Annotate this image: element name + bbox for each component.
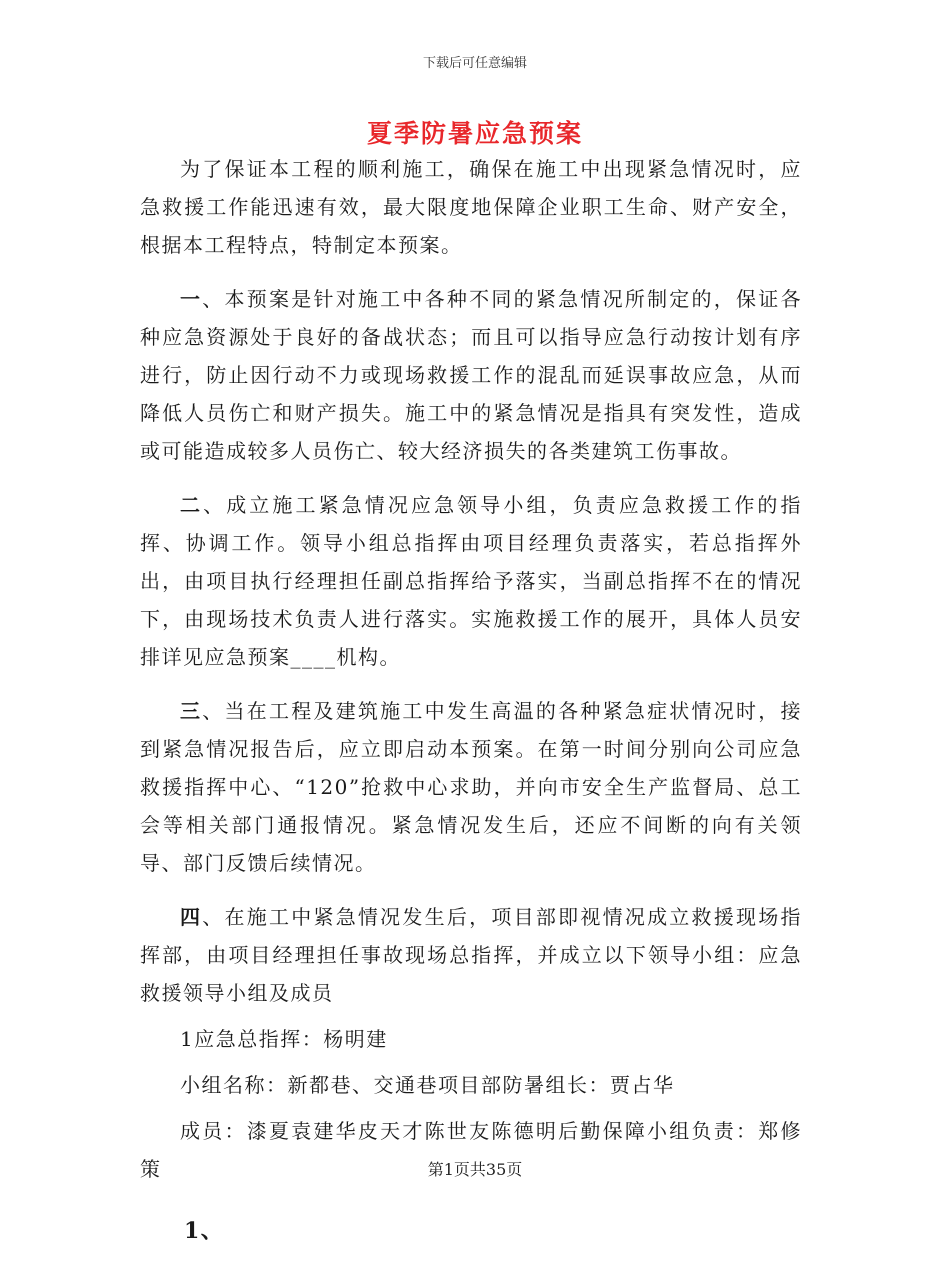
paragraph-text: 、在施工中紧急情况发生后，项目部即视情况成立救援现场指挥部，由项目经理担任事故现场总指挥，并成立以下领导小组：应急救援领导小组及成员: [140, 905, 803, 1005]
section-number: 二: [180, 493, 204, 517]
page-footer: 第1页共35页: [427, 1160, 523, 1179]
section-number: 一: [180, 287, 203, 311]
list-line-members: 成员：漆夏袁建华皮天才陈世友陈德明后勤保障小组负责：郑修策: [140, 1119, 802, 1181]
paragraph-section-3: [140, 692, 802, 882]
page-header: 下载后可任意编辑: [422, 56, 527, 71]
list-line-commander: 1应急总指挥：杨明建: [180, 1027, 388, 1051]
paragraph-text: 、成立施工紧急情况应急领导小组，负责应急救援工作的指挥、协调工作。领导小组总指挥由项目经理负责落实，若总指挥外出，由项目执行经理担任副总指挥给予落实，当副总指挥不在的情况下，由现场技术负责人进行落实。实施救援工作的展开，具体人员安排详见应急预案____机构。: [140, 493, 803, 669]
paragraph-section-1: [140, 280, 802, 470]
document-title: 夏季防暑应急预案: [366, 119, 583, 148]
paragraph-section-2: [140, 486, 802, 676]
section-heading-1: 1、: [184, 1218, 225, 1244]
paragraph-intro: [140, 150, 802, 264]
section-number: 三: [180, 699, 203, 723]
document-body: [140, 150, 802, 1266]
list-line-group: 小组名称：新都巷、交通巷项目部防暑组长：贾占华: [180, 1073, 675, 1097]
paragraph-section-4: [140, 898, 802, 1012]
paragraph-text: 为了保证本工程的顺利施工，确保在施工中出现紧急情况时，应急救援工作能迅速有效，最大限度地保障企业职工生命、财产安全，根据本工程特点，特制定本预案。: [140, 157, 802, 257]
paragraph-text: 、当在工程及建筑施工中发生高温的各种紧急症状情况时，接到紧急情况报告后，应立即启动本预案。在第一时间分别向公司应急救援指挥中心、“120”抢救中心求助，并向市安全生产监督局、总工会等相关部门通报情况。紧急情况发生后，还应不间断的向有关领导、部门反馈后续情况。: [140, 699, 803, 875]
section-number: 四: [180, 905, 203, 929]
paragraph-text: 、本预案是针对施工中各种不同的紧急情况所制定的，保证各种应急资源处于良好的备战状态；而且可以指导应急行动按计划有序进行，防止因行动不力或现场救援工作的混乱而延误事故应急，从而降低人员伤亡和财产损失。施工中的紧急情况是指具有突发性，造成或可能造成较多人员伤亡、较大经济损失的各类建筑工伤事故。: [140, 287, 803, 463]
